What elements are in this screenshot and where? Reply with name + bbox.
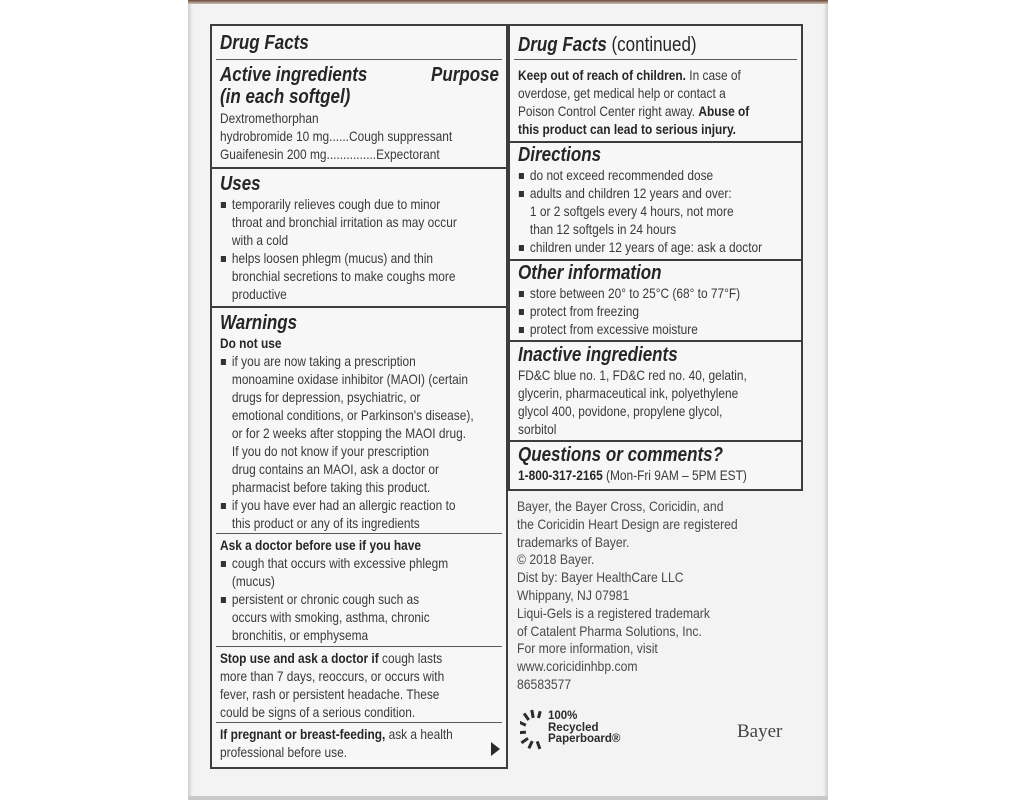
keep-out-text-3	[518, 102, 749, 120]
footer-line-3: trademarks of Bayer.	[517, 533, 630, 550]
ingredient-1-dots: ......	[329, 128, 349, 144]
directions-heading	[518, 144, 616, 166]
purpose-heading	[431, 64, 511, 86]
uses-text-6: productive	[231, 286, 287, 302]
uses-text-3: with a cold	[231, 232, 289, 248]
divider	[216, 722, 502, 723]
warnings-line-7	[220, 460, 478, 478]
ingredient-2-line	[220, 145, 440, 163]
drug-facts-continued-text	[518, 34, 697, 56]
directions-text-5: children under 12 years of age: ask a doctor	[518, 238, 762, 256]
keep-out-line-4	[518, 120, 774, 138]
warnings-line-2	[220, 370, 512, 388]
ask-text-5: bronchitis, or emphysema	[231, 627, 369, 643]
keep-out-3b: Abuse of	[698, 103, 750, 119]
section-divider	[212, 167, 506, 169]
inactive-text-2: glycerin, pharmaceutical ink, polyethylene	[518, 385, 739, 401]
ingredient-1-purpose: Cough suppressant	[348, 128, 453, 144]
drug-facts-panel-right	[508, 24, 803, 491]
section-divider	[510, 141, 801, 143]
pregnant-rest: ask a health	[385, 726, 453, 742]
pregnant-line1	[220, 725, 453, 743]
inactive-line-1	[518, 366, 787, 384]
divider	[216, 646, 502, 647]
inactive-text-1: FD&C blue no. 1, FD&C red no. 40, gelatin,	[518, 367, 747, 383]
stop-use-rest: cough lasts	[378, 650, 443, 666]
carton-top-edge	[188, 0, 828, 4]
uses-text-2: throat and bronchial irritation as may occur	[231, 214, 457, 230]
footer-line-1: Bayer, the Bayer Cross, Coricidin, and	[517, 498, 724, 514]
warnings-line-1	[220, 352, 450, 370]
stop-line-3	[220, 685, 478, 703]
warnings-line-4	[220, 406, 518, 424]
ask-text-2: (mucus)	[231, 573, 275, 589]
warnings-text-3: drugs for depression, psychiatric, or	[231, 389, 421, 405]
pregnant-bold: If pregnant or breast-feeding,	[220, 726, 386, 742]
warnings-line-10	[220, 514, 455, 532]
warnings-line-5	[220, 424, 509, 442]
drug-facts-title	[220, 32, 324, 54]
phone-hours: (Mon-Fri 9AM – 5PM EST)	[602, 467, 747, 483]
directions-text-1: do not exceed recommended dose	[518, 166, 713, 184]
ingredient-2-purpose: Expectorant	[376, 146, 440, 162]
footer-line-6: Whippany, NJ 07981	[517, 586, 630, 603]
keep-out-3a: Poison Control Center right away.	[518, 103, 699, 119]
ask-line-1	[220, 554, 488, 572]
questions-heading	[518, 444, 759, 466]
ingredient-2-name: Guaifenesin 200 mg	[220, 146, 327, 162]
warnings-text-10: this product or any of its ingredients	[231, 515, 420, 531]
pregnant-row	[220, 725, 494, 743]
ask-line-2	[220, 572, 285, 590]
right-title-cont: (continued)	[606, 34, 697, 56]
ask-line-3	[220, 590, 454, 608]
pregnant-line-2	[220, 743, 369, 761]
warnings-line-6	[220, 442, 466, 460]
recycled-line-1: 100%	[548, 710, 578, 722]
footer-line-7: Liqui-Gels is a registered trademark	[517, 604, 710, 621]
warnings-text-1: if you are now taking a prescription	[220, 352, 416, 370]
uses-text-5: bronchial secretions to make coughs more	[231, 268, 456, 284]
purpose-heading-text: Purpose	[431, 64, 500, 86]
questions-phone-row	[518, 466, 787, 484]
recycled-logo-text	[548, 711, 620, 746]
stop-text-3: fever, rash or persistent headache. These	[220, 686, 440, 702]
inactive-line-3	[518, 402, 759, 420]
ingredient-1-row	[220, 127, 493, 145]
divider	[216, 533, 502, 534]
continue-arrow-icon	[491, 742, 500, 756]
ingredient-1-dose: hydrobromide 10 mg	[220, 128, 330, 144]
inactive-line-4	[518, 420, 563, 438]
questions-heading-text: Questions or comments?	[518, 444, 723, 466]
ingredient-1-line1: Dextromethorphan	[220, 110, 319, 126]
recycled-line-3: Paperboard®	[548, 733, 621, 745]
active-ingredients-heading	[220, 64, 393, 86]
divider	[514, 59, 797, 60]
uses-line-1	[220, 195, 479, 213]
directions-line-4	[518, 220, 704, 238]
warnings-heading	[220, 312, 311, 334]
bayer-brand-text: Bayer	[737, 721, 783, 742]
other-text-2: protect from freezing	[518, 302, 639, 320]
warnings-text-2: monoamine oxidase inhibitor (MAOI) (certain	[231, 371, 469, 387]
inactive-heading	[518, 344, 706, 366]
footer-line-5: Dist by: Bayer HealthCare LLC	[517, 569, 684, 586]
uses-text-1: temporarily relieves cough due to minor	[220, 195, 440, 213]
drug-facts-title-text: Drug Facts	[220, 32, 309, 54]
warnings-text-5: or for 2 weeks after stopping the MAOI drug.	[231, 425, 467, 441]
directions-line-3	[518, 202, 772, 220]
ask-line-5	[220, 626, 394, 644]
keep-out-text-2: overdose, get medical help or contact a	[518, 85, 726, 101]
uses-line-2	[220, 213, 499, 231]
uses-line-4	[220, 249, 471, 267]
recycled-line-2: Recycled	[548, 721, 599, 734]
other-text-3: protect from excessive moisture	[518, 320, 698, 338]
footer-line-2: the Coricidin Heart Design are registered	[517, 515, 738, 532]
divider	[216, 59, 502, 60]
ingredient-1-line2	[220, 127, 452, 145]
inactive-heading-text: Inactive ingredients	[518, 344, 678, 366]
pregnant-text-2: professional before use.	[220, 744, 348, 760]
stop-use-line1	[220, 649, 442, 667]
other-info-heading	[518, 262, 687, 284]
directions-line-2	[518, 184, 769, 202]
other-info-heading-text: Other information	[518, 262, 662, 284]
uses-line-6	[220, 285, 299, 303]
drug-facts-panel-left	[210, 24, 508, 769]
warnings-text-9: if you have ever had an allergic reaction to	[220, 496, 455, 514]
do-not-use-heading	[220, 334, 292, 352]
warnings-text-4: emotional conditions, or Parkinson's disease),	[231, 407, 474, 423]
questions-phone-line	[518, 466, 747, 484]
keep-out-line-3	[518, 102, 790, 120]
keep-out-row	[518, 66, 780, 84]
footer-line-9: For more information, visit	[517, 640, 658, 657]
directions-line-5	[518, 238, 805, 256]
ingredient-2-dots: ...............	[326, 146, 377, 162]
footer-url: www.coricidinhbp.com	[517, 658, 638, 675]
carton-bottom-edge	[188, 796, 828, 800]
uses-line-3	[220, 231, 300, 249]
inactive-text-3: glycol 400, povidone, propylene glycol,	[518, 403, 723, 419]
stop-line-2	[220, 667, 484, 685]
inactive-text-4: sorbitol	[518, 421, 557, 437]
keep-out-text-4: this product can lead to serious injury.	[518, 121, 736, 137]
drug-facts-continued-title	[518, 34, 728, 56]
section-divider	[212, 306, 506, 308]
ask-text-4: occurs with smoking, asthma, chronic	[231, 609, 430, 625]
warnings-text-6: If you do not know if your prescription	[231, 443, 430, 459]
stop-line-4	[220, 703, 450, 721]
ask-text-1: cough that occurs with excessive phlegm	[220, 554, 448, 572]
section-divider	[510, 259, 801, 261]
trademark-footer	[517, 498, 771, 694]
footer-line-4: © 2018 Bayer.	[517, 551, 595, 568]
directions-text-2: adults and children 12 years and over:	[518, 184, 732, 202]
inactive-line-2	[518, 384, 777, 402]
ask-line-4	[220, 608, 467, 626]
ingredient-2-row	[220, 145, 478, 163]
stop-use-bold: Stop use and ask a doctor if	[220, 650, 379, 666]
stop-text-2: more than 7 days, reoccurs, or occurs with	[220, 668, 445, 684]
warnings-line-9	[220, 496, 497, 514]
warnings-line-3	[220, 388, 456, 406]
directions-text-3: 1 or 2 softgels every 4 hours, not more	[529, 203, 734, 219]
active-ingredients-subheading	[220, 86, 373, 108]
uses-text-4: helps loosen phlegm (mucus) and thin	[220, 249, 433, 267]
other-line-3	[518, 320, 730, 338]
ask-doctor-heading	[220, 536, 457, 554]
keep-out-line-2	[518, 84, 762, 102]
keep-out-rest: In case of	[685, 67, 741, 83]
section-divider	[510, 340, 801, 342]
ask-text-3: persistent or chronic cough such as	[220, 590, 419, 608]
warnings-text-8: pharmacist before taking this product.	[231, 479, 431, 495]
stop-text-4: could be signs of a serious condition.	[220, 704, 416, 720]
phone-number: 1-800-317-2165	[518, 467, 603, 483]
keep-out-line1	[518, 66, 741, 84]
uses-line-5	[220, 267, 497, 285]
other-text-1: store between 20° to 25°C (68° to 77°F)	[518, 284, 740, 302]
directions-heading-text: Directions	[518, 144, 602, 166]
other-line-2	[518, 302, 660, 320]
stop-use-row	[220, 649, 481, 667]
keep-out-bold: Keep out of reach of children.	[518, 67, 686, 83]
warnings-heading-text: Warnings	[220, 312, 298, 334]
do-not-use-text: Do not use	[220, 335, 282, 351]
active-heading-line2: (in each softgel)	[220, 86, 351, 108]
footer-code: 86583577	[517, 675, 572, 692]
directions-line-1	[518, 166, 748, 184]
uses-heading	[220, 173, 268, 195]
footer-line-8: of Catalent Pharma Solutions, Inc.	[517, 622, 702, 639]
other-line-1	[518, 284, 779, 302]
ask-doctor-heading-text: Ask a doctor before use if you have	[220, 537, 422, 553]
section-divider	[510, 440, 801, 442]
active-heading-line1: Active ingredients	[220, 64, 368, 86]
warnings-text-7: drug contains an MAOI, ask a doctor or	[231, 461, 439, 477]
directions-text-4: than 12 softgels in 24 hours	[529, 221, 677, 237]
ingredient-1-name	[220, 109, 336, 127]
warnings-line-8	[220, 478, 467, 496]
right-title: Drug Facts	[518, 34, 607, 56]
uses-heading-text: Uses	[220, 173, 261, 195]
